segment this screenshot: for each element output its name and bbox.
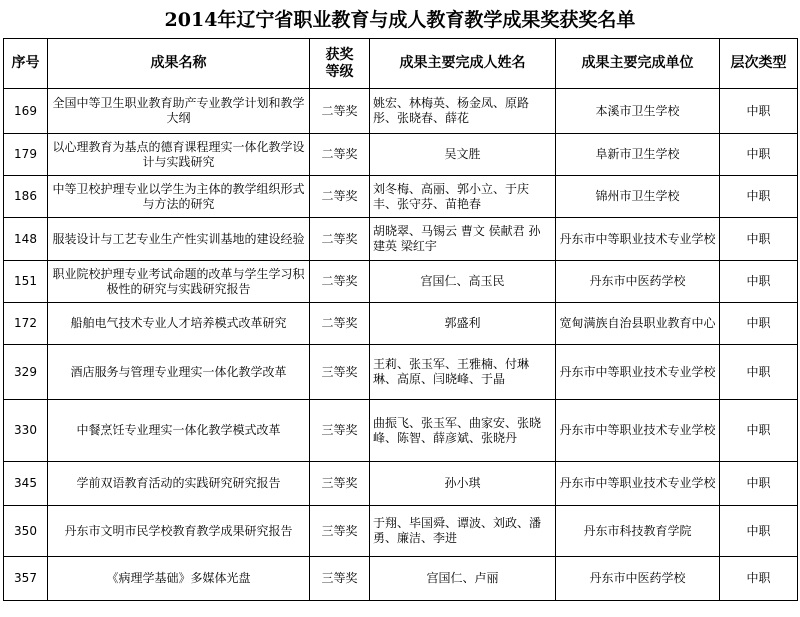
cell-unit: 丹东市中等职业技术专业学校 (556, 400, 720, 462)
table-row (4, 261, 798, 303)
cell-unit: 丹东市中医药学校 (556, 557, 720, 601)
cell-level: 二等奖 (310, 176, 370, 218)
header-no: 序号 (4, 39, 48, 89)
table-row (4, 134, 798, 176)
cell-unit: 本溪市卫生学校 (556, 89, 720, 134)
cell-type: 中职 (720, 303, 798, 345)
cell-type: 中职 (720, 261, 798, 303)
cell-no: 179 (4, 134, 48, 176)
cell-people: 宫国仁、高玉民 (370, 261, 556, 303)
cell-level: 二等奖 (310, 261, 370, 303)
cell-people: 王莉、张玉军、王雅楠、付琳琳、高原、闫晓峰、于晶 (370, 345, 556, 400)
awards-table (3, 38, 798, 601)
cell-name: 学前双语教育活动的实践研究研究报告 (48, 462, 310, 506)
cell-name: 服装设计与工艺专业生产性实训基地的建设经验 (48, 218, 310, 261)
cell-people: 吴文胜 (370, 134, 556, 176)
cell-people: 宫国仁、卢丽 (370, 557, 556, 601)
cell-type: 中职 (720, 462, 798, 506)
cell-unit: 宽甸满族自治县职业教育中心 (556, 303, 720, 345)
cell-name: 船舶电气技术专业人才培养模式改革研究 (48, 303, 310, 345)
table-row (4, 89, 798, 134)
cell-name: 全国中等卫生职业教育助产专业教学计划和教学大纲 (48, 89, 310, 134)
header-name: 成果名称 (48, 39, 310, 89)
cell-name: 以心理教育为基点的德育课程理实一体化教学设计与实践研究 (48, 134, 310, 176)
cell-people: 孙小琪 (370, 462, 556, 506)
cell-type: 中职 (720, 557, 798, 601)
cell-unit: 丹东市中等职业技术专业学校 (556, 345, 720, 400)
cell-name: 酒店服务与管理专业理实一体化教学改革 (48, 345, 310, 400)
cell-level: 三等奖 (310, 400, 370, 462)
cell-unit: 丹东市中医药学校 (556, 261, 720, 303)
table-row (4, 176, 798, 218)
cell-type: 中职 (720, 400, 798, 462)
table-row (4, 400, 798, 462)
header-level: 获奖 等级 (310, 39, 370, 89)
table-row (4, 462, 798, 506)
table-row (4, 303, 798, 345)
cell-no: 186 (4, 176, 48, 218)
header-type: 层次类型 (720, 39, 798, 89)
cell-unit: 锦州市卫生学校 (556, 176, 720, 218)
cell-name: 《病理学基础》多媒体光盘 (48, 557, 310, 601)
cell-level: 二等奖 (310, 89, 370, 134)
cell-level: 二等奖 (310, 218, 370, 261)
cell-unit: 丹东市中等职业技术专业学校 (556, 218, 720, 261)
cell-type: 中职 (720, 176, 798, 218)
cell-name: 职业院校护理专业考试命题的改革与学生学习积极性的研究与实践研究报告 (48, 261, 310, 303)
cell-level: 三等奖 (310, 345, 370, 400)
document-title: 2014年辽宁省职业教育与成人教育教学成果奖获奖名单 (164, 9, 636, 31)
table-header-row (4, 39, 798, 89)
cell-unit: 丹东市科技教育学院 (556, 506, 720, 557)
cell-no: 329 (4, 345, 48, 400)
cell-level: 三等奖 (310, 462, 370, 506)
cell-no: 357 (4, 557, 48, 601)
cell-no: 350 (4, 506, 48, 557)
cell-no: 148 (4, 218, 48, 261)
cell-type: 中职 (720, 345, 798, 400)
cell-type: 中职 (720, 89, 798, 134)
table-row (4, 345, 798, 400)
cell-no: 169 (4, 89, 48, 134)
cell-people: 姚宏、林梅英、杨金凤、原路彤、张晓春、薛花 (370, 89, 556, 134)
cell-level: 三等奖 (310, 557, 370, 601)
cell-name: 中等卫校护理专业以学生为主体的教学组织形式与方法的研究 (48, 176, 310, 218)
cell-people: 胡晓翠、马锡云 曹文 侯献君 孙建英 梁红宇 (370, 218, 556, 261)
table-row (4, 557, 798, 601)
table-row (4, 218, 798, 261)
cell-no: 151 (4, 261, 48, 303)
cell-people: 郭盛利 (370, 303, 556, 345)
header-people: 成果主要完成人姓名 (370, 39, 556, 89)
cell-name: 中餐烹饪专业理实一体化教学模式改革 (48, 400, 310, 462)
cell-type: 中职 (720, 506, 798, 557)
cell-unit: 丹东市中等职业技术专业学校 (556, 462, 720, 506)
cell-type: 中职 (720, 218, 798, 261)
cell-people: 刘冬梅、高丽、郭小立、于庆丰、张守芬、苗艳春 (370, 176, 556, 218)
cell-no: 172 (4, 303, 48, 345)
cell-no: 345 (4, 462, 48, 506)
cell-level: 三等奖 (310, 506, 370, 557)
cell-type: 中职 (720, 134, 798, 176)
cell-people: 曲振飞、张玉军、曲家安、张晓峰、陈智、薛彦斌、张晓丹 (370, 400, 556, 462)
cell-unit: 阜新市卫生学校 (556, 134, 720, 176)
cell-level: 二等奖 (310, 134, 370, 176)
cell-people: 于翔、毕国舜、谭波、刘政、潘勇、廉洁、李进 (370, 506, 556, 557)
cell-no: 330 (4, 400, 48, 462)
cell-name: 丹东市文明市民学校教育教学成果研究报告 (48, 506, 310, 557)
header-unit: 成果主要完成单位 (556, 39, 720, 89)
table-row (4, 506, 798, 557)
cell-level: 二等奖 (310, 303, 370, 345)
